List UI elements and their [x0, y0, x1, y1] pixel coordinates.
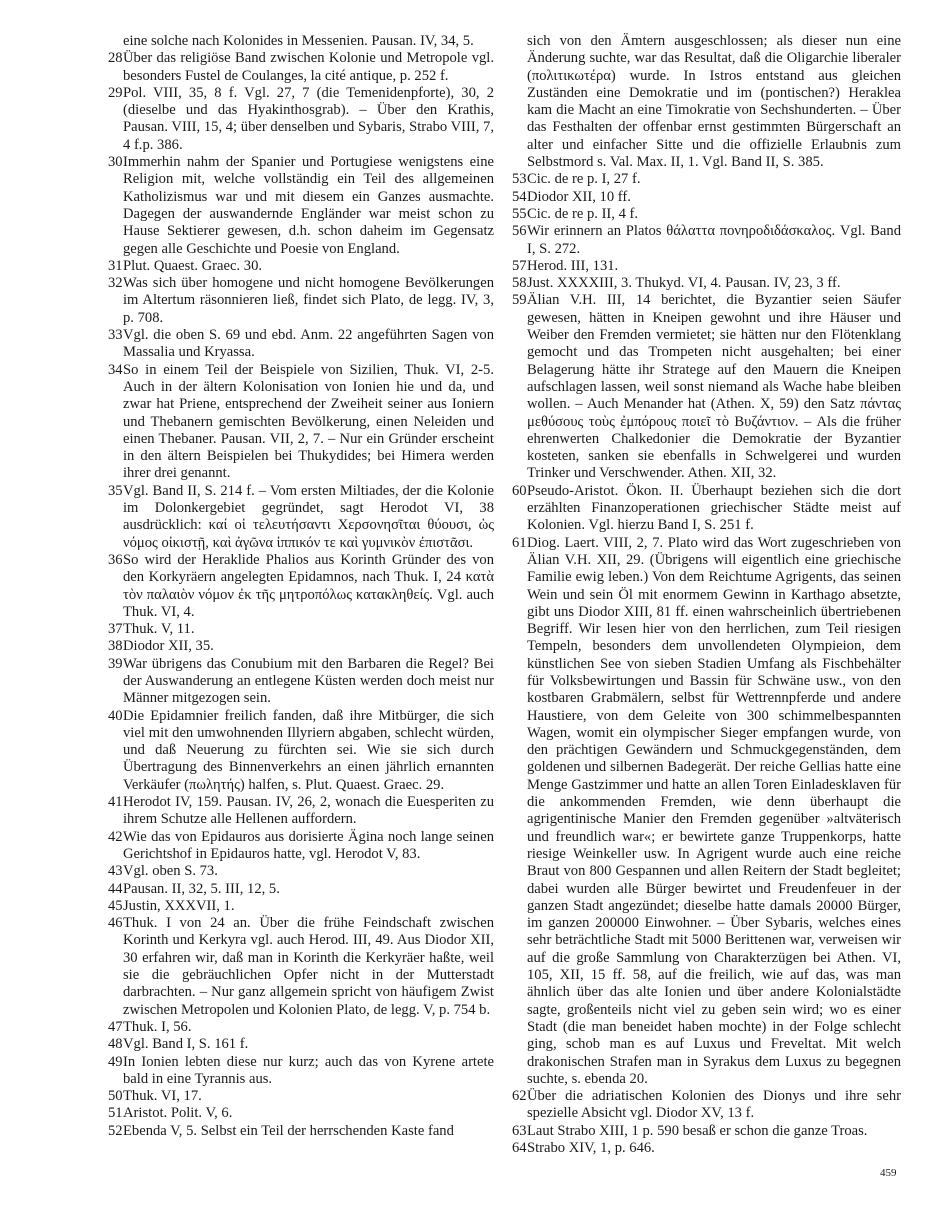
footnote-text: Über das religiöse Band zwischen Kolonie und Metropole vgl. besonders Fustel de Coulanges, la cité antique, p. 252 f. — [123, 50, 494, 84]
footnote — [108, 898, 494, 915]
footnote — [108, 50, 494, 85]
footnote-text: Pseudo-Aristot. Ökon. II. Überhaupt beziehen sich die dort erzählten Finanzoperationen griechischer Städte meist auf Kolonien. Vgl. hierzu Band I, S. 251 f. — [527, 482, 901, 534]
footnote-number: 62 — [512, 1088, 527, 1105]
footnote — [108, 794, 494, 829]
footnote — [108, 552, 494, 621]
footnote — [512, 1140, 901, 1157]
footnote — [108, 362, 494, 483]
footnote — [512, 206, 901, 223]
footnote — [108, 1105, 494, 1122]
footnote — [512, 223, 901, 258]
footnote-number: 36 — [108, 551, 123, 568]
footnote-text: Plut. Quaest. Graec. 30. — [123, 257, 263, 274]
footnote-text: Pausan. II, 32, 5. III, 12, 5. — [123, 880, 280, 897]
footnote-text: Vgl. Band II, S. 214 f. – Vom ersten Miltiades, der die Kolonie im Dolonkergebiet gegründet, sagt Herodot VI, 38 ausdrücklich: καί οἱ τελευτήσαντι Χερσονησῖται θύουσι, ὡς νόμος οἰκιστῇ, καὶ ἀγῶνα ἱππικόν τε καὶ γυμνικὸν ἐπιστᾶσι. — [123, 482, 494, 551]
footnote-number: 61 — [512, 534, 527, 551]
footnote-number: 64 — [512, 1140, 527, 1156]
footnote-number: 46 — [108, 915, 123, 932]
footnote-number: 52 — [108, 1122, 123, 1139]
footnote-text: Cic. de re p. II, 4 f. — [527, 205, 639, 222]
footnote-number: 37 — [108, 621, 123, 638]
footnote-text: War übrigens das Conubium mit den Barbaren die Regel? Bei der Auswanderung an entlegene Küsten werden doch meist nur Männer mitgezogen sein. — [123, 655, 494, 707]
footnote — [108, 638, 494, 655]
footnote-text: Thuk. I, 56. — [123, 1018, 192, 1035]
footnote — [108, 275, 494, 327]
footnote-text: Die Epidamnier freilich fanden, daß ihre Mitbürger, die sich viel mit den umwohnenden Illyriern abgaben, schlecht würden, und daß Neuerung zu fürchten sei. Wie sie sich durch Übertragung des Binnenverkehrs an einen jährlich ernannten Verkäufer (πωλητής) halfen, s. Plut. Quaest. Graec. 29. — [123, 707, 494, 793]
footnote-text: Diog. Laert. VIII, 2, 7. Plato wird das Wort zugeschrieben von Älian V.H. XII, 29. (Übrigens will eigentlich eine griechische Familie ewig leben.) Von dem Reichtume Agrigents, das seinen Wein und sein Öl mit enormem Gewinn in Karthago absetzte, gibt uns Diodor XIII, 81 ff. einen wahrscheinlich übertriebenen Begriff. Wir lesen hier von den herrlichen, zum Teil riesigen Tempeln, besonders dem unvollendeten Olympieion, dem künstlichen See von sieben Stadien Umfang als Fischbehälter für Volksbewirtungen und Bassin für Schwäne usw., von den kostbaren Grabmälern, selbst für Wettrennpferde und andere Haustiere, von dem Geleite von 300 schimmelbespannten Wagen, womit ein olympischer Sieger empfangen wurde, von den prächtigen Gewändern und Schmuckgegenständen, dem goldenen und silbernen Badegerät. Der reiche Gellias hatte eine Menge Gastzimmer und hatte an allen Toren Einladesklaven für die ankommenden Fremden, wie denn überhaupt die agrigentinische Manier den Fremden gegenüber »altväterisch und freundlich war«; er bewirtete ganze Truppenkorps, hatte riesige Weinkeller usw. In Agrigent wurde auch eine reiche Braut von 800 Gespannen und allen Reitern der Stadt begleitet; dabei wurden alle Bürger bewirtet und Freudenfeuer in der ganzen Stadt angezündet; dieselbe hatte damals 20000 Bürger, im ganzen 200000 Einwohner. – Über Sybaris, welches eines sehr beträchtliche Stadt mit 5000 Berittenen war, verweisen wir auf die große Sammlung von Charakterzügen bei Athen. VI, 105, XII, 15 ff. 58, auf die freilich, wie auf das, was man ähnlich über das alte Ionien und über andere Kolonialstädte sagte, großenteils nicht viel zu geben sein wird; wo es einer Stadt (die man beneidet haben mochte) in der Folge schlecht ging, schob man es auf Luxus und Freveltat. Mit welch drakonischen Strafen man in Syrakus dem Luxus zu begegnen suchte, s. ebenda 20. — [527, 534, 901, 1087]
footnote-text: So in einem Teil der Beispiele von Sizilien, Thuk. VI, 2-5. Auch in der ältern Kolonisation von Ionien hie und da, und zwar hat Priene, entsprechend der Zweiheit seiner aus Ioniern und Thebanern gemischten Bevölkerung, einen Neleiden und einen Thebaner. Pausan. VII, 2, 7. – Nur ein Gründer erscheint in den ältern Beispielen bei Thukydides; bei Himera werden ihrer drei genannt. — [123, 361, 494, 482]
footnote-number: 55 — [512, 205, 527, 222]
footnote-number: 38 — [108, 638, 123, 655]
footnote-number: 34 — [108, 361, 123, 378]
page-number: 459 — [880, 1167, 897, 1179]
footnote-number: 57 — [512, 257, 527, 274]
footnote-number: 35 — [108, 482, 123, 499]
footnote-number: 39 — [108, 655, 123, 672]
footnote-text: Vgl. Band I, S. 161 f. — [123, 1036, 249, 1053]
footnote-text: Thuk. V, 11. — [123, 621, 195, 638]
footnote-number: 47 — [108, 1018, 123, 1035]
footnote-text: Herod. III, 131. — [527, 257, 619, 274]
footnote-text: Wir erinnern an Platos θάλαττα πονηροδιδάσκαλος. Vgl. Band I, S. 272. — [527, 223, 901, 257]
footnote-text: Immerhin nahm der Spanier und Portugiese wenigstens eine Religion mit, welche vollständig ein Teil des allgemeinen Katholizismus war und mit diesem ein Ganzes ausmachte. Dagegen der auswandernde Engländer war meist schon zu Hause Sektierer gewesen, d.h. schon daheim im Gegensatz gegen alle Geschichte und Poesie von England. — [123, 154, 494, 257]
footnote-text: Laut Strabo XIII, 1 p. 590 besaß er schon die ganze Troas. — [527, 1122, 868, 1139]
footnote-number: 43 — [108, 863, 123, 880]
footnote — [108, 85, 494, 154]
footnote — [108, 708, 494, 794]
footnote-number: 56 — [512, 223, 527, 240]
footnote-text: In Ionien lebten diese nur kurz; auch das von Kyrene artete bald in eine Tyrannis aus. — [123, 1053, 494, 1087]
footnote-text: Pol. VIII, 35, 8 f. Vgl. 27, 7 (die Temenidenpforte), 30, 2 (dieselbe und das Hyakinthosgrab). – Über den Krathis, Pausan. VIII, 15, 4; über denselben und Sybaris, Strabo VIII, 7, 4 f.p. 386. — [123, 84, 494, 153]
footnote — [512, 292, 901, 482]
footnote — [512, 1123, 901, 1140]
footnote — [108, 327, 494, 362]
footnote — [108, 1019, 494, 1036]
footnote — [108, 881, 494, 898]
footnote-text: sich von den Ämtern ausgeschlossen; als dieser nun eine Änderung suchte, war das Resultat, daß die Oligarchie liberaler (πολιτικωτέρα) wurde. In Istros entstand aus gleichen Zuständen eine Demokratie und im (pontischen?) Heraklea kam die Macht an eine Timokratie von Sechshunderten. – Über das Festhalten der offenbar ernst gestimmten Bürgerschaft an alter und einfacher Sitte und die offizielle Erlaubnis zum Selbstmord s. Val. Max. II, 1. Vgl. Band II, S. 385. — [527, 33, 901, 171]
footnote-number: 53 — [512, 171, 527, 188]
footnote — [512, 1088, 901, 1123]
footnote — [512, 483, 901, 535]
footnote — [108, 1088, 494, 1105]
footnote-text: Ebenda V, 5. Selbst ein Teil der herrschenden Kaste fand — [123, 1122, 454, 1139]
footnote-text: Just. XXXXIII, 3. Thukyd. VI, 4. Pausan. IV, 23, 3 ff. — [527, 275, 841, 292]
footnote-number: 32 — [108, 275, 123, 292]
footnote-number: 51 — [108, 1105, 123, 1122]
footnote — [108, 621, 494, 638]
footnote — [512, 189, 901, 206]
footnote-text: Justin, XXXVII, 1. — [123, 897, 235, 914]
footnote — [512, 33, 901, 171]
footnote-number: 29 — [108, 84, 123, 101]
footnote-number: 59 — [512, 292, 527, 309]
footnote — [108, 915, 494, 1019]
footnote-number: 40 — [108, 707, 123, 724]
footnote-number: 54 — [512, 188, 527, 205]
footnote — [512, 258, 901, 275]
footnote — [108, 483, 494, 552]
footnote-text: Diodor XII, 10 ff. — [527, 188, 631, 205]
footnote-number: 42 — [108, 828, 123, 845]
footnote — [108, 154, 494, 258]
footnote — [108, 656, 494, 708]
footnote-text: Herodot IV, 159. Pausan. IV, 26, 2, wonach die Euesperiten zu ihrem Schutze alle Hellenen auffordern. — [123, 794, 494, 828]
footnote-number: 41 — [108, 794, 123, 811]
footnote — [512, 171, 901, 188]
footnote-text: Vgl. oben S. 73. — [123, 863, 218, 880]
footnote — [108, 33, 494, 50]
footnote-text: Aristot. Polit. V, 6. — [123, 1105, 233, 1122]
footnote-number: 48 — [108, 1036, 123, 1053]
footnote — [108, 1054, 494, 1089]
footnote — [108, 863, 494, 880]
footnote-number: 44 — [108, 880, 123, 897]
footnote-text: Wie das von Epidauros aus dorisierte Ägina noch lange seinen Gerichtshof in Epidauros hatte, vgl. Herodot V, 83. — [123, 828, 494, 862]
footnote-number: 33 — [108, 327, 123, 344]
footnote-text: eine solche nach Kolonides in Messenien. Pausan. IV, 34, 5. — [123, 33, 474, 49]
footnote-text: Diodor XII, 35. — [123, 638, 214, 655]
footnote-number: 50 — [108, 1088, 123, 1105]
footnote-text: Vgl. die oben S. 69 und ebd. Anm. 22 angeführten Sagen von Massalia und Kryassa. — [123, 327, 494, 361]
footnote-text: Über die adriatischen Kolonien des Dionys und ihre sehr spezielle Absicht vgl. Diodor XV, 13 f. — [527, 1088, 901, 1122]
footnote-number: 49 — [108, 1053, 123, 1070]
footnote — [108, 258, 494, 275]
footnote-text: So wird der Heraklide Phalios aus Korinth Gründer des von den Korkyräern angelegten Epidamnos, nach Thuk. I, 24 κατὰ τὸν παλαιὸν νόμον ἐκ τῆς μητροπόλως κατακληθείς. Vgl. auch Thuk. VI, 4. — [123, 551, 494, 620]
footnote-text: Älian V.H. III, 14 berichtet, die Byzantier seien Säufer gewesen, hätten in Kneipen gewohnt und ihre Häuser und Weiber den Fremden vermietet; sie hätten nur den Flötenklang gemocht und das Trompeten nicht ausgehalten; bei einer Belagerung hätte ihr Stratege auf den Mauern die Kneipen aufschlagen lassen, weil sonst niemand als Wache habe bleiben wollen. – Auch Menander hat (Athen. X, 59) den Satz πάντας μεθύσους τοὺς ἐμπόρους ποιεῖ τὸ Βυζάντιον. – Als die früher ehrenwerten Chalkedonier die Demokratie der Byzantier kosteten, sanken sie ebenfalls in Schwelgerei und wurden Trinker und Verschwender. Athen. XII, 32. — [527, 292, 901, 482]
footnote-number: 45 — [108, 897, 123, 914]
footnote-text: Cic. de re p. I, 27 f. — [527, 171, 641, 188]
left-column — [108, 33, 494, 1140]
right-column — [512, 33, 901, 1157]
footnote — [512, 275, 901, 292]
footnote-text: Was sich über homogene und nicht homogene Bevölkerungen im Altertum räsonnieren ließ, findet sich Plato, de legg. IV, 3, p. 708. — [123, 275, 494, 326]
footnote — [108, 1123, 494, 1140]
footnote-text: Strabo XIV, 1, p. 646. — [527, 1140, 655, 1156]
footnote-number: 63 — [512, 1122, 527, 1139]
footnote-number: 28 — [108, 50, 123, 67]
footnote — [512, 535, 901, 1089]
footnote-text: Thuk. VI, 17. — [123, 1088, 202, 1105]
footnote-number: 31 — [108, 257, 123, 274]
footnote-number: 58 — [512, 275, 527, 292]
footnote — [108, 1036, 494, 1053]
footnote-number: 60 — [512, 482, 527, 499]
footnote-number: 30 — [108, 154, 123, 171]
footnote-text: Thuk. I von 24 an. Über die frühe Feindschaft zwischen Korinth und Kerkyra vgl. auch Herod. III, 49. Aus Diodor XII, 30 erfahren wir, daß man in Korinth die Kerkyräer haßte, weil sie die gebräuchlichen Opfer nicht in der Mutterstadt darbrachten. – Nur ganz allgemein spricht von häufigem Zwist zwischen Metropolen und Kolonien Plato, de legg. V, p. 754 b. — [123, 915, 494, 1018]
footnote — [108, 829, 494, 864]
